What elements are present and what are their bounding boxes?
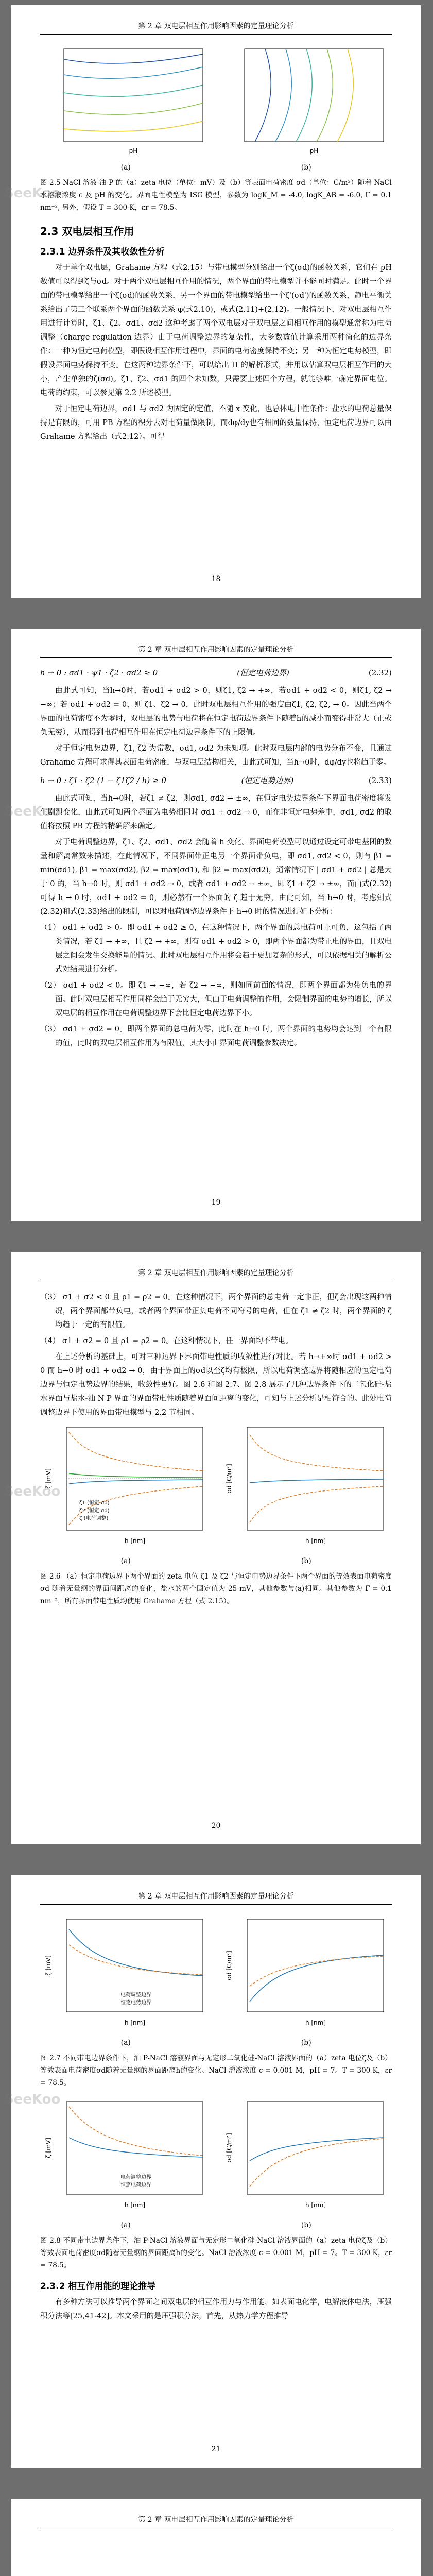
figure-2-5: [40, 44, 392, 172]
watermark: SeeKoo: [4, 2092, 61, 2107]
figure-2-5b: [221, 44, 392, 172]
figure-2-8b: [221, 2096, 392, 2229]
page-4: [11, 1875, 421, 2468]
paragraph: 对于电荷调整边界，ζ1、ζ2、σd1、σd2 会随着 h 变化。界面电荷模型可以通过设定可带电基团的数量和解离常数来描述，在此情况下，不同界面带正电另一个界面带负电，即 σd1, σd2 < 0，则有 β1 = min(σd1), β1 = max(σd2), β2 = max(σd1), 和 β2 = max(σd2)，通常情况下 | σd1 + σd2 | 总是大于 0 的，当 h→0 时，则 σd1 + σd2 → 0，或者 σd1 + σd2 → ±∞。即 ζ1 + ζ2 → ±∞，而由式(2.32)可得 h → 0 时，σd1 + σd2 = 0，则必然有一个界面的 ζ 趋于无穷，由此可知，当 h→0 时，考虑到式(2.32)和式(2.33)给出的限制，可以对电荷调整边界条件下 h→0 时的情况进行如下分析：: [40, 838, 392, 916]
sub-label-b: (b): [301, 2221, 311, 2229]
page-3: [11, 1252, 421, 1844]
list-item: （1） σd1 + σd2 > 0。即 σd1 + σd2 ≥ 0，在这种情况下，两个界面的总电荷可正可负，这包括了两类情况，若 ζ1 → +∞，且 ζ2 → +∞，则有 σd1 + σd2 > 0，即两个界面都为带正电的界面，且双电层之间会发生交换能量的情况。此时双电层相互作用将会趋于更加复杂的形式，可以依据相关的解析公式对结果进行分析。: [40, 924, 392, 974]
paragraph: 对于恒定电荷边界，σd1 与 σd2 为固定的定值，不随 x 变化，也总体电中性条件：盐水的电荷总量保持是有限的，可用 PB 方程的积分去对电荷量做限制，而dφ/dy也有相同的数量保持，恒定电荷边界可以由 Grahame 方程给出（式2.12）。可得: [40, 405, 392, 441]
line-plot-b: [224, 1422, 389, 1556]
equation-tag: (2.33): [368, 775, 392, 785]
watermark: SeeKoo: [4, 804, 61, 819]
xlabel-b: pH: [309, 147, 319, 155]
legend-1: ζ1 (恒定 σd): [79, 1500, 110, 1506]
running-head: 第 2 章 双电层相互作用影响因素的定量理论分析: [40, 2514, 392, 2528]
page-number: 20: [211, 1822, 221, 1830]
equation-2-33: [40, 775, 392, 786]
contour-plot-a: [43, 44, 208, 162]
list-item: （3） σ1 + σ2 < 0 且 ρ1 = ρ2 = 0。在这种情况下，两个界面的总电荷一定非正，但ζ会出现这两种情况，两个界面都带负电，或者两个界面带正负电荷不同符号的电荷，但在 ζ1 ≠ ζ2 时，两个界面的 ζ 均趋于一定的有限值。: [40, 1293, 392, 1329]
figure-2-8: [40, 2096, 392, 2229]
list-item: （2） σd1 + σd2 < 0。即 ζ1 → −∞，若 ζ2 → −∞，则如同前面的情况，即两个界面都为带负电的界面。此时双电层相互作用同样会趋于无穷大，但由于电荷调整的作用，会限制界面的电势的增长，所以双电层的相互作用在电荷调整边界下会比恒定电荷边界下小。: [40, 981, 392, 1018]
contour-plot-b: [224, 44, 389, 162]
ylabel-b: σd [C/m²]: [225, 1464, 233, 1494]
page-2: [11, 629, 421, 1221]
page-1: [11, 5, 421, 598]
figure-caption: 图 2.7 不同带电边界条件下，油 P-NaCl 溶液界面与无定形二氧化硅-NaCl 溶液界面的（a）zeta 电位ζ及（b）等效表面电荷密度σd随着无量纲的界面距离h的变化。NaCl 溶液浓度 c = 0.001 M，pH = 7。T = 300 K，εr = 78.5。: [40, 2054, 392, 2087]
figure-2-7: [40, 1914, 392, 2047]
legend-2: 恒定电势边界: [120, 2000, 152, 2006]
figure-2-6: [40, 1422, 392, 1565]
figure-2-5a: [40, 44, 212, 172]
legend-3: ζ (电荷调整): [79, 1516, 109, 1521]
sub-label-b: (b): [301, 2039, 311, 2047]
subsection-title: 2.3.1 边界条件及其收敛性分析: [40, 247, 165, 257]
figure-caption: 图 2.5 NaCl 溶液-油 P 的（a）zeta 电位（单位：mV）及（b）等表面电荷密度 σd（单位：C/m²）随着 NaCl 水溶液浓度 c 及 pH 的变化。界面电性模型为 ISG 模型，参数为 logK_M = -4.0, logK_AB = -6.0, Γ = 0.1 nm⁻², 另外，假设 T = 300 K，εr = 78.5。: [40, 179, 392, 212]
watermark: SeeKoo: [4, 1484, 61, 1499]
equation-tag: (2.32): [368, 668, 392, 677]
ylabel-b: σd [C/m²]: [225, 2133, 233, 2163]
sub-label-b: (b): [301, 163, 311, 172]
xlabel-b: h [nm]: [305, 1537, 326, 1545]
running-head: 第 2 章 双电层相互作用影响因素的定量理论分析: [40, 1267, 392, 1281]
xlabel: h [nm]: [125, 2201, 146, 2209]
equation-lhs: h → 0 : σd1 · ψ1 · ζ2 · σd2 ≥ 0: [40, 668, 158, 677]
list-item: （4） σ1 + σ2 = 0 且 ρ1 = ρ2 = 0。在这种情况下，任一界面均不带电。: [40, 1337, 293, 1345]
sub-label-a: (a): [120, 163, 131, 172]
line-plot-b: [224, 1914, 389, 2038]
xlabel: h [nm]: [125, 1537, 146, 1545]
legend-2: 恒定电荷边界: [120, 2182, 152, 2188]
figure-caption: 图 2.8 不同带电边界条件下，油 P-NaCl 溶液界面与无定形二氧化硅-NaCl 溶液界面的（a）zeta 电位ζ及（b）等效表面电荷密度σd随着无量纲的界面距离h的变化。NaCl 溶液浓度 c = 0.001 M，pH = 7。T = 300 K，εr = 78.5。: [40, 2236, 392, 2269]
subsection-title: 2.3.2 相互作用能的理论推导: [40, 2281, 156, 2292]
figure-2-6a: [40, 1422, 212, 1565]
xlabel-b: h [nm]: [305, 2201, 326, 2209]
page-number: 18: [211, 575, 221, 583]
paragraph: 有多种方法可以推导两个界面之间双电层的相互作用力与作用能，如表面电化学，电解液体电法，压强积分法等[25,41-42]。本文采用的是压强积分法，首先，从热力学方程推导: [40, 2298, 392, 2320]
line-plot-a: [43, 2096, 208, 2220]
running-head: 第 2 章 双电层相互作用影响因素的定量理论分析: [40, 1891, 392, 1905]
watermark: SeeKoo: [4, 185, 61, 201]
line-plot-b: [224, 2096, 389, 2220]
legend-1: 电荷调整边界: [120, 1992, 152, 1998]
xlabel-b: h [nm]: [305, 2019, 326, 2026]
list-item: （3） σd1 + σd2 = 0。即两个界面的总电荷为零，此时在 h→0 时，两个界面的电势均会达到一个有限的值，此时的双电层相互作用为有限值，其大小由界面电荷调整参数决定。: [40, 1025, 392, 1047]
line-plot-a: [43, 1422, 208, 1556]
equation-2-32: [40, 667, 392, 678]
ylabel: ζ [mV]: [45, 2138, 53, 2158]
ylabel-b: σd [C/m²]: [225, 1951, 233, 1980]
legend-2: ζ2 (恒定 σd): [79, 1508, 110, 1514]
figure-2-8a: [40, 2096, 212, 2229]
running-head: 第 2 章 双电层相互作用影响因素的定量理论分析: [40, 21, 392, 35]
figure-2-7b: [221, 1914, 392, 2047]
figure-caption: 图 2.6 （a）恒定电荷边界下两个界面的 zeta 电位 ζ1 及 ζ2 与恒定电势边界条件下两个界面的等效表面电荷密度 σd 随着无量纲的界面间距离的变化，盐水的两个固定值为 25 mV，其他参数与(a)相同。其他参数为 Γ = 0.1 nm⁻²，所有界面带电性质均使用 Grahame 方程（式 2.15）。: [40, 1572, 392, 1605]
xlabel: pH: [129, 147, 138, 155]
section-title: 2.3 双电层相互作用: [40, 225, 134, 238]
ylabel: ζ [mV]: [45, 1468, 53, 1489]
xlabel: h [nm]: [125, 2019, 146, 2026]
equation-condition: (恒定电势边界): [241, 776, 294, 785]
paragraph: 对于恒定电势边界，ζ1, ζ2 为常数，σd1, σd2 为未知项。此时双电层内部的电势分布不变，且通过 Grahame 方程可求得其表面电荷密度，与双电层结构相关，由此式可知，当h→0时，dφ/dy也将趋于零。: [40, 744, 392, 767]
sub-label-a: (a): [120, 2039, 131, 2047]
figure-2-7a: [40, 1914, 212, 2047]
page-number: 19: [211, 1198, 221, 1207]
equation-lhs: h → 0 : ζ1 · ζ2 (1 − ζ1ζ2 / h) ≥ 0: [40, 775, 166, 785]
sub-label-a: (a): [120, 2221, 131, 2229]
page-number: 21: [211, 2445, 221, 2453]
equation-condition: (恒定电荷边界): [237, 668, 289, 677]
line-plot-a: [43, 1914, 208, 2038]
paragraph: 由此式可知，当h→0时，若ζ1 ≠ ζ2，则σd1, σd2 → ±∞，在恒定电势边界条件下界面电荷密度将发生剧烈变化，由此式可知两个界面为电势相同时 σd1 + σd2 → 0，而在非恒定电势差中，σd1, σd2 的取值将按照 PB 方程的精确解来确定。: [40, 794, 392, 831]
ylabel: ζ [mV]: [45, 1955, 53, 1976]
paragraph: 对于单个双电层，Grahame 方程（式2.15）与带电模型分别给出一个ζ(σd)的函数关系，它们在 pH 数值可以得到ζ与σd。对于两个双电层相互作用的情况，两个界面的带电模型并不能同时满足。此时一个界面的带电模型给出一个ζ(σd)的函数关系，另一个界面的带电模型给出一个ζ'(σd')的函数关系，静电平衡关系给出了第三个联系两个界面的函数关系 φ(式2.10)，或式(2.11)+(2.12)。一般情况下，对双电层相互作用进行计算时，ζ1、ζ2、σd1、σd2 这种考虑了两个双电层对于双电层之间相互作用的模型通常称为电荷调整（charge regulation 边界）由于电荷调整边界的复杂性，大多数数值计算采用两种简化的边界条件：一种为恒定电荷模型，即假设相互作用过程中，界面的电荷密度保持不变；另一种为恒定电势模型，即假设界面电势保持不变。在这两种边界条件下，可以给出 Π 的解析形式，并用以估算双电层相互作用的大小，产生单独的ζ(σd)。ζ1、ζ2、σd1 的四个未知数，只需要上述四个方程，就能够唯一确定界面电位。电荷的约束，可以参见第 2.2 所述模型。: [40, 264, 392, 397]
figure-2-6b: [221, 1422, 392, 1565]
legend-1: 电荷调整边界: [120, 2175, 152, 2180]
running-head: 第 2 章 双电层相互作用影响因素的定量理论分析: [40, 644, 392, 658]
paragraph: 在上述分析的基础上，可对三种边界下界面带电性质的收敛性进行对比。若 h→+∞时 σd1 + σd2 > 0 而 h→0 时 σd1 + σd2 → 0，由于界面上的σd以至ζ均有极限，所以电荷调整边界将随相应的恒定电荷边界与恒定电势边界的结果，收敛性更好。图 2.6 和图 2.7、图 2.8 展示了几种边界条件下的二氧化硅-盐水界面与盐水-油 N P 界面的界面带电性质随着界面间距离的变化，可知与上述分析是相符合的。此处电荷调整边界下使用的界面带电模型与 2.2 节相同。: [40, 1353, 392, 1417]
page-5: [11, 2499, 421, 2576]
sub-label-a: (a): [120, 1557, 131, 1565]
sub-label-b: (b): [301, 1557, 311, 1565]
paragraph: 由此式可知，当h→0时，若σd1 + σd2 > 0，则ζ1, ζ2 → +∞，若σd1 + σd2 < 0，则ζ1, ζ2 → −∞；若 σd1 + σd2 = 0，则 ζ1、ζ2 → 0，此时双电层相互作用的强度由ζ1, ζ2, ζ2, → 0。因此当两个界面的电荷密度不为零时，双电层的电势与电荷将在恒定电荷边界条件下随着h的减小而变得非常大（正或负无穷），从而得到电荷相互作用在恒定电荷边界条件下的上限值。: [40, 687, 392, 737]
